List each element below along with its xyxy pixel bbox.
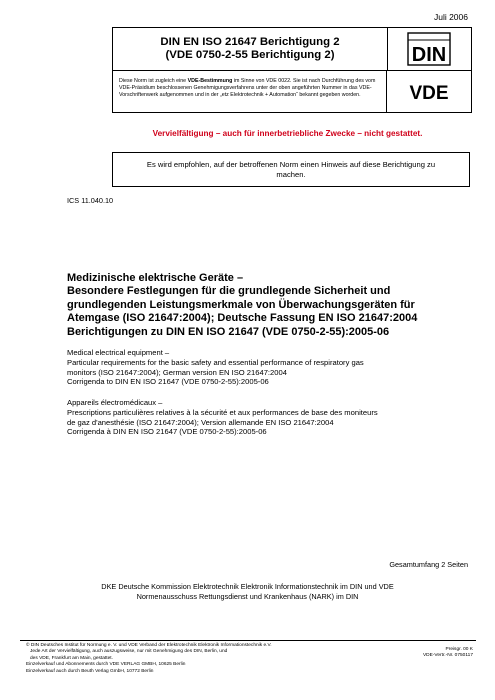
footer-line: des VDE, Frankfurt am Main, gestattet. — [26, 655, 113, 661]
ics-code: ICS 11.040.10 — [67, 196, 114, 205]
document-title — [113, 28, 388, 71]
title-english — [67, 348, 477, 387]
vde-note-part1: Diese Norm ist zugleich eine — [119, 78, 188, 84]
title-french — [67, 398, 477, 437]
footer-divider — [20, 640, 476, 641]
title-german-line: Besondere Festlegungen für die grundlegende Sicherheit und — [67, 285, 391, 298]
vde-note-bold: VDE-Bestimmung — [187, 78, 233, 84]
footer-price-info — [423, 647, 473, 660]
document-title-line2: (VDE 0750-2-55 Berichtigung 2) — [165, 49, 335, 61]
title-english-line: Medical electrical equipment – — [67, 348, 170, 357]
din-logo-text: DIN — [411, 44, 447, 66]
footer-copyright — [26, 643, 396, 675]
footer-line: Jede Art der Vervielfältigung, auch auszugsweise, nur mit Genehmigung des DIN, Berlin, und — [26, 649, 228, 655]
din-logo — [388, 28, 471, 71]
title-french-line: de gaz d'anesthésie (ISO 21647:2004); Version allemande EN ISO 21647:2004 — [67, 417, 334, 427]
title-french-line: Appareils électromédicaux – — [67, 398, 163, 407]
price-group: Preisgr. 00 K — [445, 647, 473, 652]
title-german-line: Atemgase (ISO 21647:2004); Deutsche Fassung EN ISO 21647:2004 — [67, 312, 418, 325]
title-german-line: Berichtigungen zu DIN EN ISO 21647 (VDE 0750-2-55):2005-06 — [67, 325, 390, 338]
copy-warning: Vervielfältigung – auch für innerbetriebliche Zwecke – nicht gestattet. — [152, 129, 423, 138]
committee-info — [20, 582, 475, 602]
title-german-line: grundlegenden Leistungsmerkmale von Überwachungsgeräten für — [67, 298, 415, 311]
vde-note — [113, 71, 387, 112]
vde-logo — [388, 71, 471, 112]
header-box — [112, 27, 472, 113]
title-english-line: Corrigenda to DIN EN ISO 21647 (VDE 0750-2-55):2005-06 — [67, 377, 269, 387]
title-english-line: monitors (ISO 21647:2004); German version EN ISO 21647:2004 — [67, 367, 287, 377]
footer-line: Einzelverkauf auch durch Beuth Verlag GmbH, 10772 Berlin — [26, 668, 154, 674]
title-french-line: Prescriptions particulières relatives à la sécurité et aux performances de base des moniteurs — [67, 407, 378, 417]
title-german — [67, 272, 467, 339]
publication-date: Juli 2006 — [433, 12, 468, 22]
page-count: Gesamtumfang 2 Seiten — [389, 560, 468, 569]
notice-box — [112, 152, 470, 187]
title-french-line: Corrigenda à DIN EN ISO 21647 (VDE 0750-2-55):2005-06 — [67, 427, 267, 437]
distribution-number: VDE-Vertr.-Nr. 0750117 — [422, 653, 473, 659]
committee-line: Normenausschuss Rettungsdienst und Krankenhaus (NARK) im DIN — [136, 592, 359, 601]
document-title-line1: DIN EN ISO 21647 Berichtigung 2 — [160, 36, 340, 48]
committee-line: DKE Deutsche Kommission Elektrotechnik Elektronik Informationstechnik im DIN und VDE — [101, 582, 394, 591]
vde-note-part2: im Sinne von VDE 0022. Sie ist nach Durchführung des vom VDE-Präsidium beschlossenen Genehmigungsverfahrens unter der oben angeführten Nummer in das VDE-Vorschriftenwerk aufgenommen und in der „etz Elektrotechnik + Automation“ bekannt gegeben worden. — [119, 78, 376, 98]
title-english-line: Particular requirements for the basic safety and essential performance of respiratory gas — [67, 357, 364, 367]
vde-logo-text: VDE — [409, 83, 449, 104]
notice-text: Es wird empfohlen, auf der betroffenen Norm einen Hinweis auf diese Berichtigung zu machen. — [146, 159, 436, 179]
title-german-line: Medizinische elektrische Geräte – — [67, 272, 244, 284]
footer-line: Einzelverkauf und Abonnements durch VDE VERLAG GMBH, 10625 Berlin — [26, 662, 186, 668]
footer-line: © DIN Deutsches Institut für Normung e. V. und VDE Verband der Elektrotechnik Elektronik Informationstechnik e.V. — [26, 643, 272, 648]
